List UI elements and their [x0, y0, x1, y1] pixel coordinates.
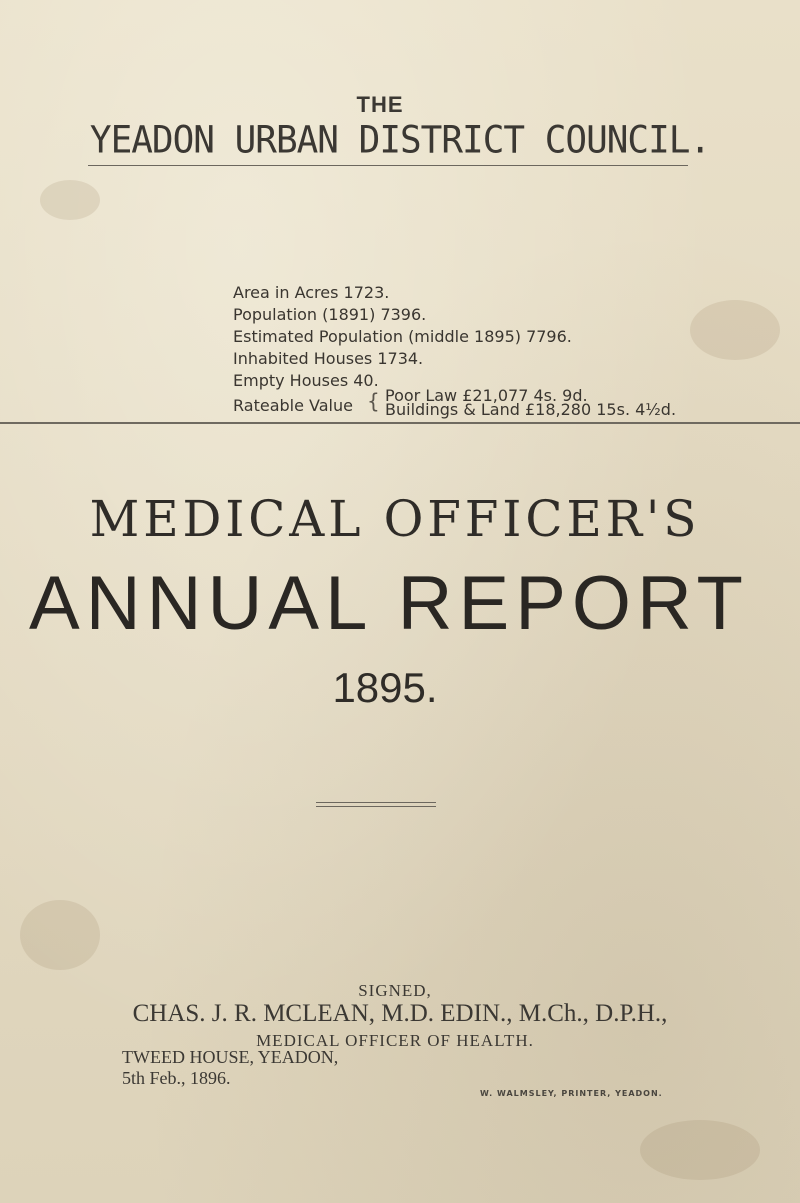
- header-the: THE: [356, 92, 404, 117]
- double-rule-top: [316, 802, 436, 803]
- report-year: 1895.: [332, 664, 438, 711]
- population-line: Population (1891) 7396.: [233, 305, 427, 324]
- printer-imprint: W. WALMSLEY, PRINTER, YEADON.: [480, 1089, 663, 1098]
- report-title-line1: MEDICAL OFFICER'S: [89, 490, 701, 548]
- paper-stain: [40, 180, 100, 220]
- paper-stain: [690, 300, 780, 360]
- area-line: Area in Acres 1723.: [233, 283, 390, 302]
- buildings-land-value: Buildings & Land £18,280 15s. 4½d.: [385, 400, 677, 419]
- signer-office: MEDICAL OFFICER OF HEALTH.: [256, 1031, 534, 1050]
- paper-stain: [20, 900, 100, 970]
- signer-name: CHAS. J. R. MCLEAN, M.D. EDIN., M.Ch., D.P.H.,: [132, 1000, 668, 1027]
- date-line: 5th Feb., 1896.: [122, 1068, 231, 1088]
- council-underline: [88, 165, 688, 166]
- report-title-line2: ANNUAL REPORT: [29, 561, 749, 646]
- district-statistics: [233, 282, 572, 392]
- council-title: YEADON URBAN DISTRICT COUNCIL.: [89, 118, 711, 163]
- signed-label: SIGNED,: [358, 981, 432, 1000]
- poor-law-value: Poor Law £21,077 4s. 9d.: [385, 386, 588, 405]
- paper-stain: [640, 1120, 760, 1180]
- inhabited-houses-line: Inhabited Houses 1734.: [233, 349, 424, 368]
- empty-houses-line: Empty Houses 40.: [233, 371, 379, 390]
- section-divider: [0, 422, 800, 424]
- double-rule-bottom: [316, 806, 436, 807]
- address-line: TWEED HOUSE, YEADON,: [122, 1047, 339, 1067]
- brace-glyph: {: [367, 389, 380, 413]
- rateable-value-label: Rateable Value: [233, 396, 353, 415]
- estimated-population-line: Estimated Population (middle 1895) 7796.: [233, 327, 572, 346]
